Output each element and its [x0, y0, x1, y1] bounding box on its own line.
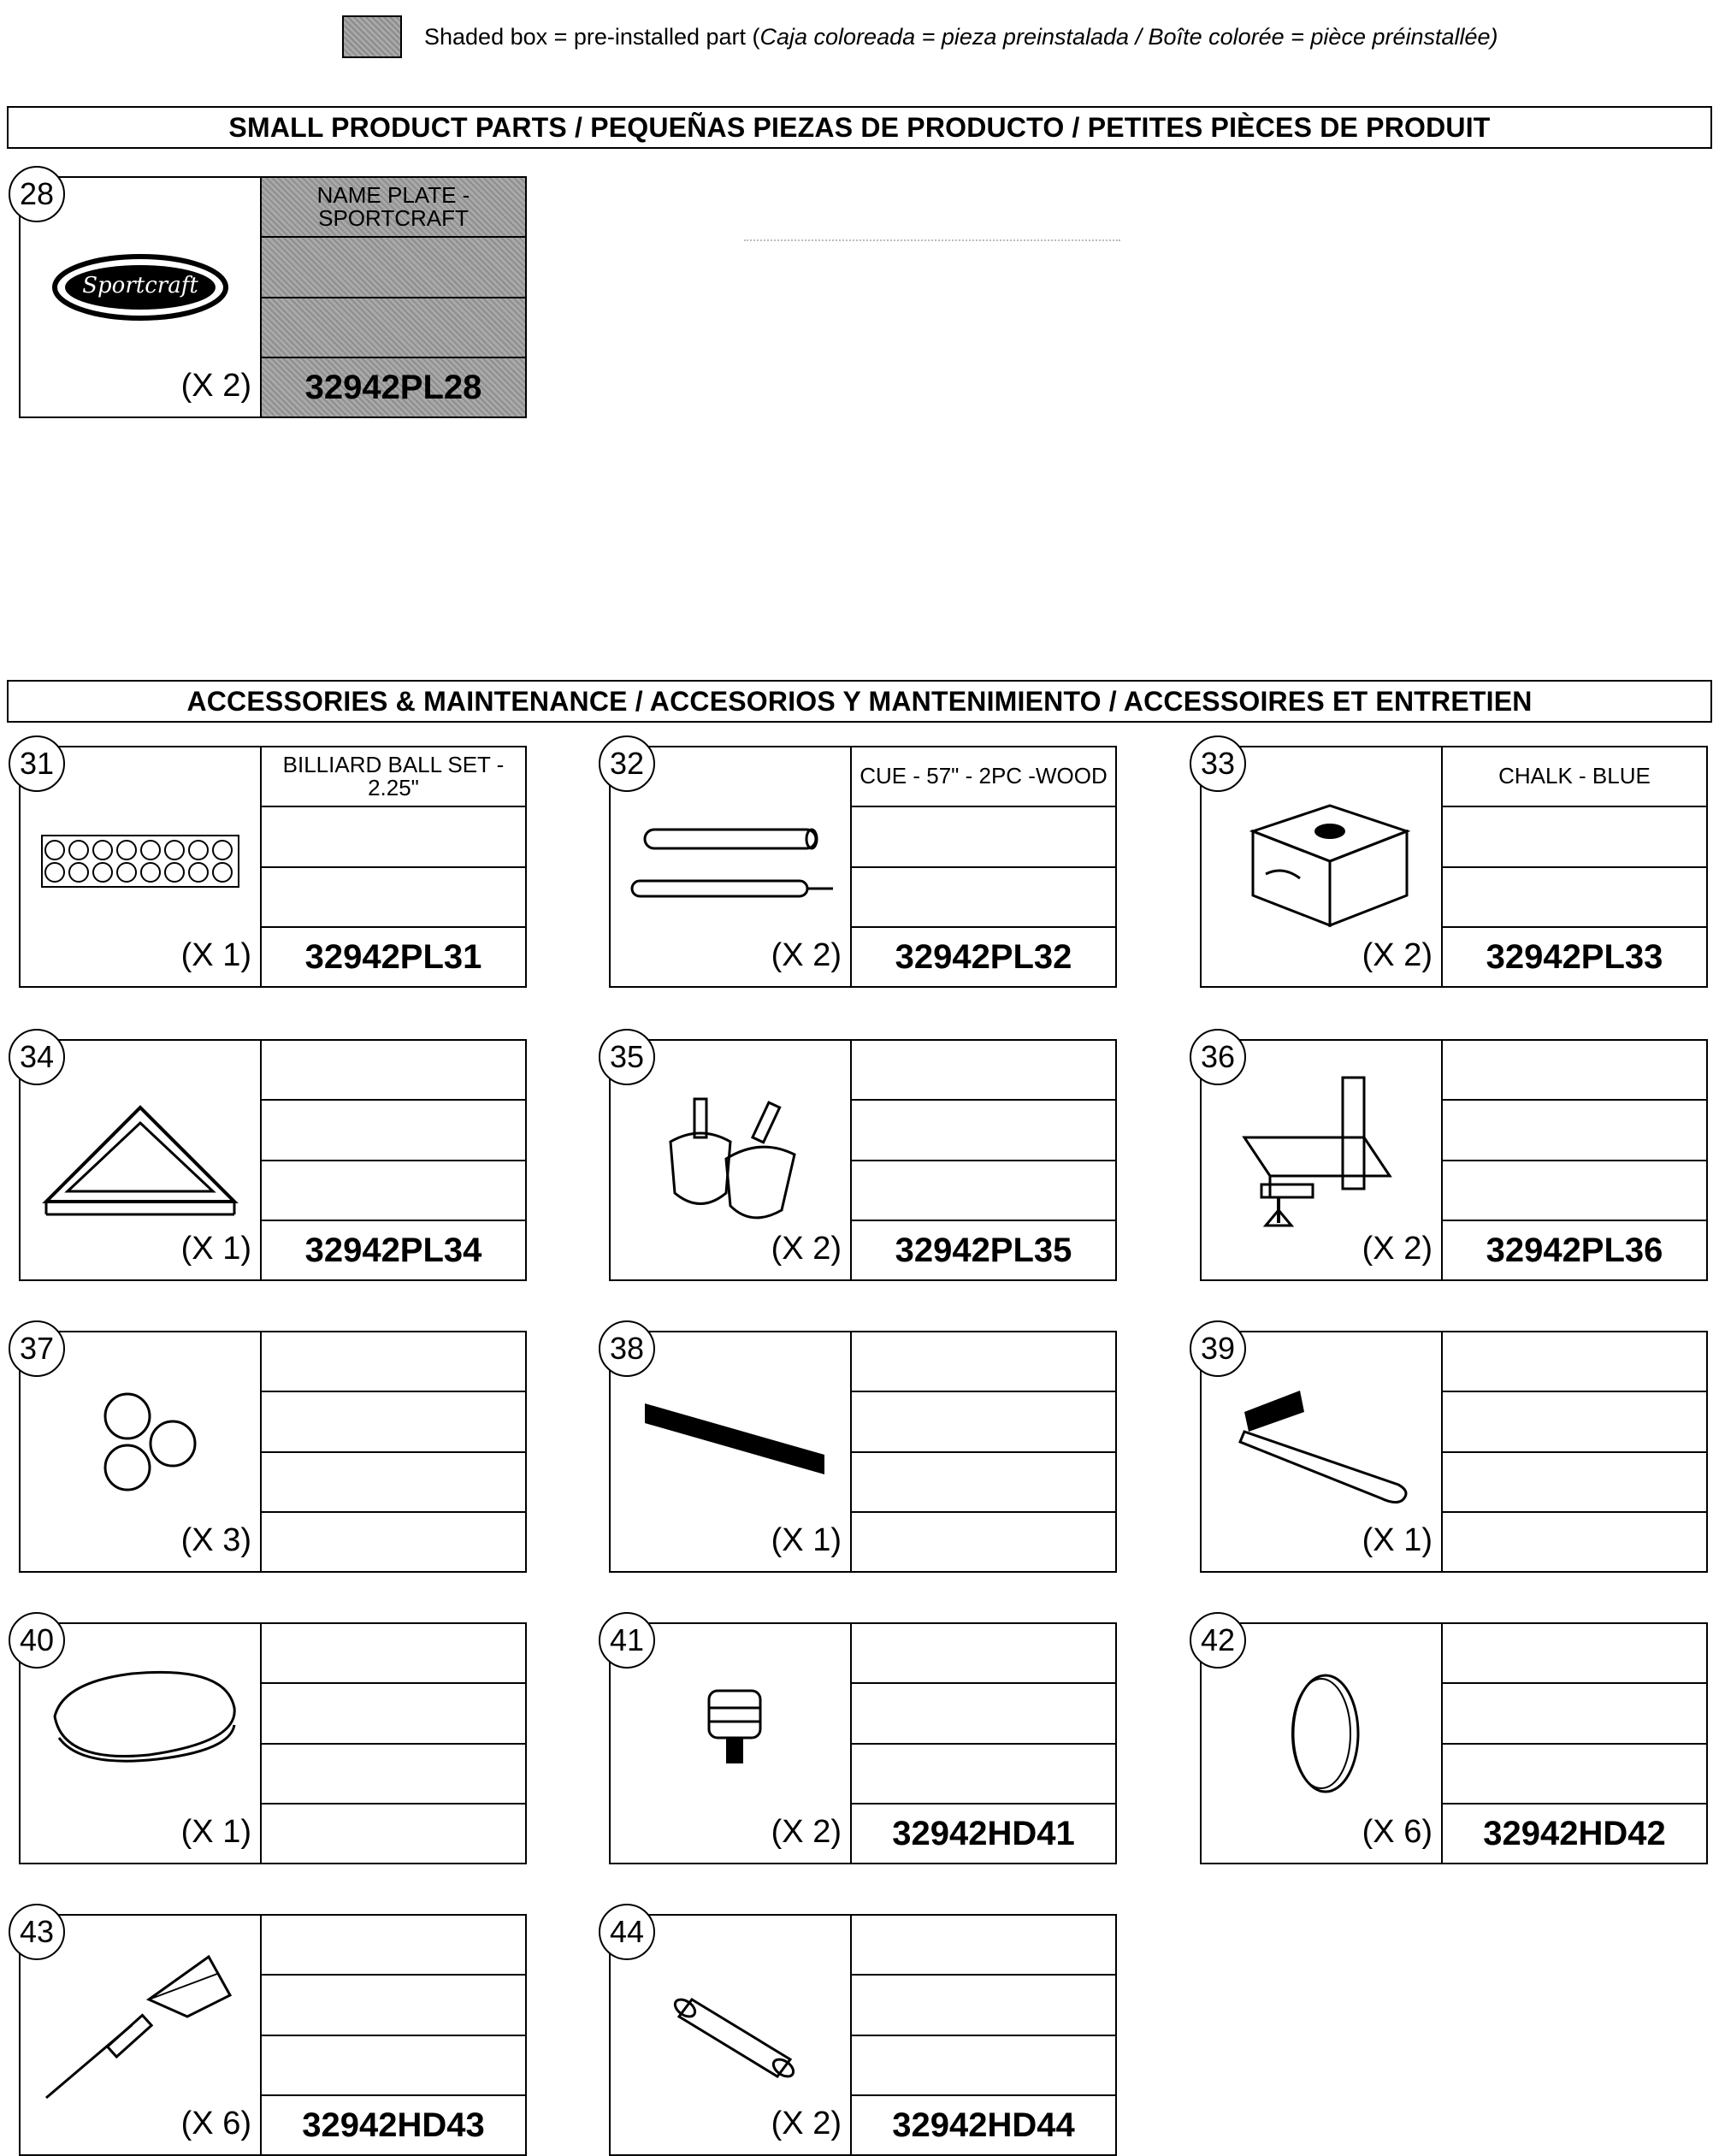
chalk-icon	[1219, 780, 1424, 934]
triangle-rack-icon	[38, 1073, 243, 1227]
part-number-badge: 28	[9, 166, 65, 222]
part-number-badge: 42	[1190, 1612, 1246, 1669]
part-quantity: (X 2)	[771, 1814, 842, 1850]
part-blank-row	[1443, 1453, 1706, 1513]
part-number-badge: 37	[9, 1320, 65, 1377]
part-description	[1443, 1041, 1706, 1101]
part-info-table	[1441, 1332, 1706, 1571]
part-blank-row	[262, 2036, 525, 2096]
part-code	[262, 1805, 525, 1863]
part-card-31	[19, 746, 527, 988]
part-info-table	[260, 178, 525, 416]
part-blank-row	[1443, 807, 1706, 867]
part-info-table	[260, 747, 525, 986]
part-description	[262, 1332, 525, 1392]
part-card-34	[19, 1039, 527, 1281]
part-card-41	[609, 1622, 1117, 1864]
part-blank-row	[1443, 1161, 1706, 1221]
nameplate-logo-icon	[38, 210, 243, 364]
part-number-badge: 33	[1190, 735, 1246, 792]
part-code	[1443, 1513, 1706, 1571]
legend	[342, 15, 1498, 58]
brush-icon	[1219, 1365, 1424, 1519]
disc-icon	[1219, 1657, 1424, 1810]
part-info-table	[260, 1041, 525, 1279]
part-card-43	[19, 1914, 527, 2156]
part-blank-row	[852, 1684, 1115, 1744]
part-number-badge: 35	[599, 1029, 655, 1085]
part-blank-row	[852, 2036, 1115, 2096]
part-blank-row	[262, 238, 525, 298]
part-description	[852, 1041, 1115, 1101]
part-number-badge: 31	[9, 735, 65, 792]
part-info-table	[1441, 747, 1706, 986]
part-number-badge: 38	[599, 1320, 655, 1377]
part-quantity: (X 6)	[180, 2106, 251, 2141]
part-description	[262, 1624, 525, 1684]
part-card-44	[609, 1914, 1117, 2156]
section-header-small-parts: SMALL PRODUCT PARTS / PEQUEÑAS PIEZAS DE PRODUCTO / PETITES PIÈCES DE PRODUIT	[7, 106, 1712, 149]
part-code: 32942HD42	[1483, 1814, 1666, 1852]
part-blank-row	[262, 807, 525, 867]
leveler-icon	[628, 1657, 833, 1810]
part-description: NAME PLATE - SPORTCRAFT	[262, 178, 525, 238]
clamp-icon	[1219, 1073, 1424, 1227]
part-blank-row	[262, 298, 525, 358]
part-card-36	[1200, 1039, 1708, 1281]
part-blank-row	[1443, 1745, 1706, 1805]
part-code	[262, 1513, 525, 1571]
part-description: CHALK - BLUE	[1443, 747, 1706, 807]
part-number-badge: 36	[1190, 1029, 1246, 1085]
svg-text:Sportcraft: Sportcraft	[82, 273, 198, 298]
part-blank-row	[262, 1745, 525, 1805]
part-quantity: (X 2)	[1362, 937, 1432, 973]
part-number-badge: 40	[9, 1612, 65, 1669]
part-quantity: (X 1)	[180, 937, 251, 973]
part-code: 32942PL33	[1486, 937, 1663, 976]
part-quantity: (X 1)	[1362, 1522, 1432, 1558]
eraser-icon	[38, 1657, 243, 1810]
part-description	[852, 1916, 1115, 1976]
part-quantity: (X 2)	[1362, 1231, 1432, 1267]
part-number-badge: 41	[599, 1612, 655, 1669]
part-quantity: (X 1)	[180, 1231, 251, 1267]
part-card-37	[19, 1331, 527, 1573]
part-card-38	[609, 1331, 1117, 1573]
part-quantity: (X 2)	[771, 1231, 842, 1267]
part-quantity: (X 6)	[1362, 1814, 1432, 1850]
part-blank-row	[262, 1161, 525, 1221]
strip-icon	[628, 1365, 833, 1519]
legend-translation: Caja coloreada = pieza preinstalada / Boîte colorée = pièce préinstallée)	[759, 23, 1498, 50]
handle-knob-icon	[628, 1073, 833, 1227]
part-blank-row	[852, 868, 1115, 928]
part-blank-row	[852, 1161, 1115, 1221]
dart-icon	[38, 1948, 243, 2102]
part-quantity: (X 2)	[771, 937, 842, 973]
part-description: BILLIARD BALL SET - 2.25"	[262, 747, 525, 807]
part-code: 32942PL35	[895, 1231, 1072, 1269]
part-code: 32942PL28	[304, 368, 482, 406]
part-quantity: (X 1)	[180, 1814, 251, 1850]
part-quantity: (X 3)	[180, 1522, 251, 1558]
cue-icon	[628, 780, 833, 934]
legend-shaded-swatch	[342, 15, 402, 58]
part-blank-row	[262, 1392, 525, 1452]
part-info-table	[850, 1624, 1115, 1863]
part-blank-row	[262, 1101, 525, 1161]
part-blank-row	[1443, 1684, 1706, 1744]
part-blank-row	[1443, 868, 1706, 928]
part-description	[1443, 1332, 1706, 1392]
ball-set-icon	[38, 780, 243, 934]
part-blank-row	[852, 1976, 1115, 2035]
part-code: 32942PL32	[895, 937, 1072, 976]
part-blank-row	[262, 1976, 525, 2035]
divider-dots	[744, 239, 1120, 241]
part-info-table	[260, 1624, 525, 1863]
part-info-table	[850, 747, 1115, 986]
part-info-table	[850, 1332, 1115, 1571]
part-description	[1443, 1624, 1706, 1684]
section-header-accessories: ACCESSORIES & MAINTENANCE / ACCESORIOS Y MANTENIMIENTO / ACCESSOIRES ET ENTRETIEN	[7, 680, 1712, 723]
part-blank-row	[262, 868, 525, 928]
part-code: 32942PL36	[1486, 1231, 1663, 1269]
part-quantity: (X 1)	[771, 1522, 842, 1558]
part-number-badge: 34	[9, 1029, 65, 1085]
part-card-42	[1200, 1622, 1708, 1864]
part-number-badge: 39	[1190, 1320, 1246, 1377]
part-blank-row	[852, 1101, 1115, 1161]
part-blank-row	[852, 1745, 1115, 1805]
part-number-badge: 32	[599, 735, 655, 792]
legend-text: Shaded box = pre-installed part (Caja coloreada = pieza preinstalada / Boîte colorée = pièce préinstallée)	[424, 23, 1498, 50]
part-info-table	[1441, 1041, 1706, 1279]
part-info-table	[850, 1041, 1115, 1279]
part-quantity: (X 2)	[180, 368, 251, 404]
part-blank-row	[852, 807, 1115, 867]
part-description	[852, 1332, 1115, 1392]
part-blank-row	[852, 1453, 1115, 1513]
part-info-table	[260, 1332, 525, 1571]
part-blank-row	[852, 1392, 1115, 1452]
part-card-32	[609, 746, 1117, 988]
part-description	[852, 1624, 1115, 1684]
part-code: 32942PL34	[304, 1231, 482, 1269]
part-number-badge: 44	[599, 1904, 655, 1960]
part-code: 32942HD44	[892, 2106, 1075, 2144]
part-card-35	[609, 1039, 1117, 1281]
part-number-badge: 43	[9, 1904, 65, 1960]
balls-icon	[38, 1365, 243, 1519]
part-code: 32942PL31	[304, 937, 482, 976]
tube-icon	[628, 1948, 833, 2102]
part-card-33	[1200, 746, 1708, 988]
part-description	[262, 1041, 525, 1101]
part-description	[262, 1916, 525, 1976]
part-quantity: (X 2)	[771, 2106, 842, 2141]
part-blank-row	[1443, 1101, 1706, 1161]
part-blank-row	[262, 1453, 525, 1513]
part-info-table	[260, 1916, 525, 2154]
part-description: CUE - 57" - 2PC -WOOD	[852, 747, 1115, 807]
part-card-39	[1200, 1331, 1708, 1573]
part-code: 32942HD41	[892, 1814, 1075, 1852]
part-info-table	[1441, 1624, 1706, 1863]
part-card-28	[19, 176, 527, 418]
part-info-table	[850, 1916, 1115, 2154]
part-code: 32942HD43	[302, 2106, 485, 2144]
part-blank-row	[1443, 1392, 1706, 1452]
part-card-40	[19, 1622, 527, 1864]
part-code	[852, 1513, 1115, 1571]
part-blank-row	[262, 1684, 525, 1744]
